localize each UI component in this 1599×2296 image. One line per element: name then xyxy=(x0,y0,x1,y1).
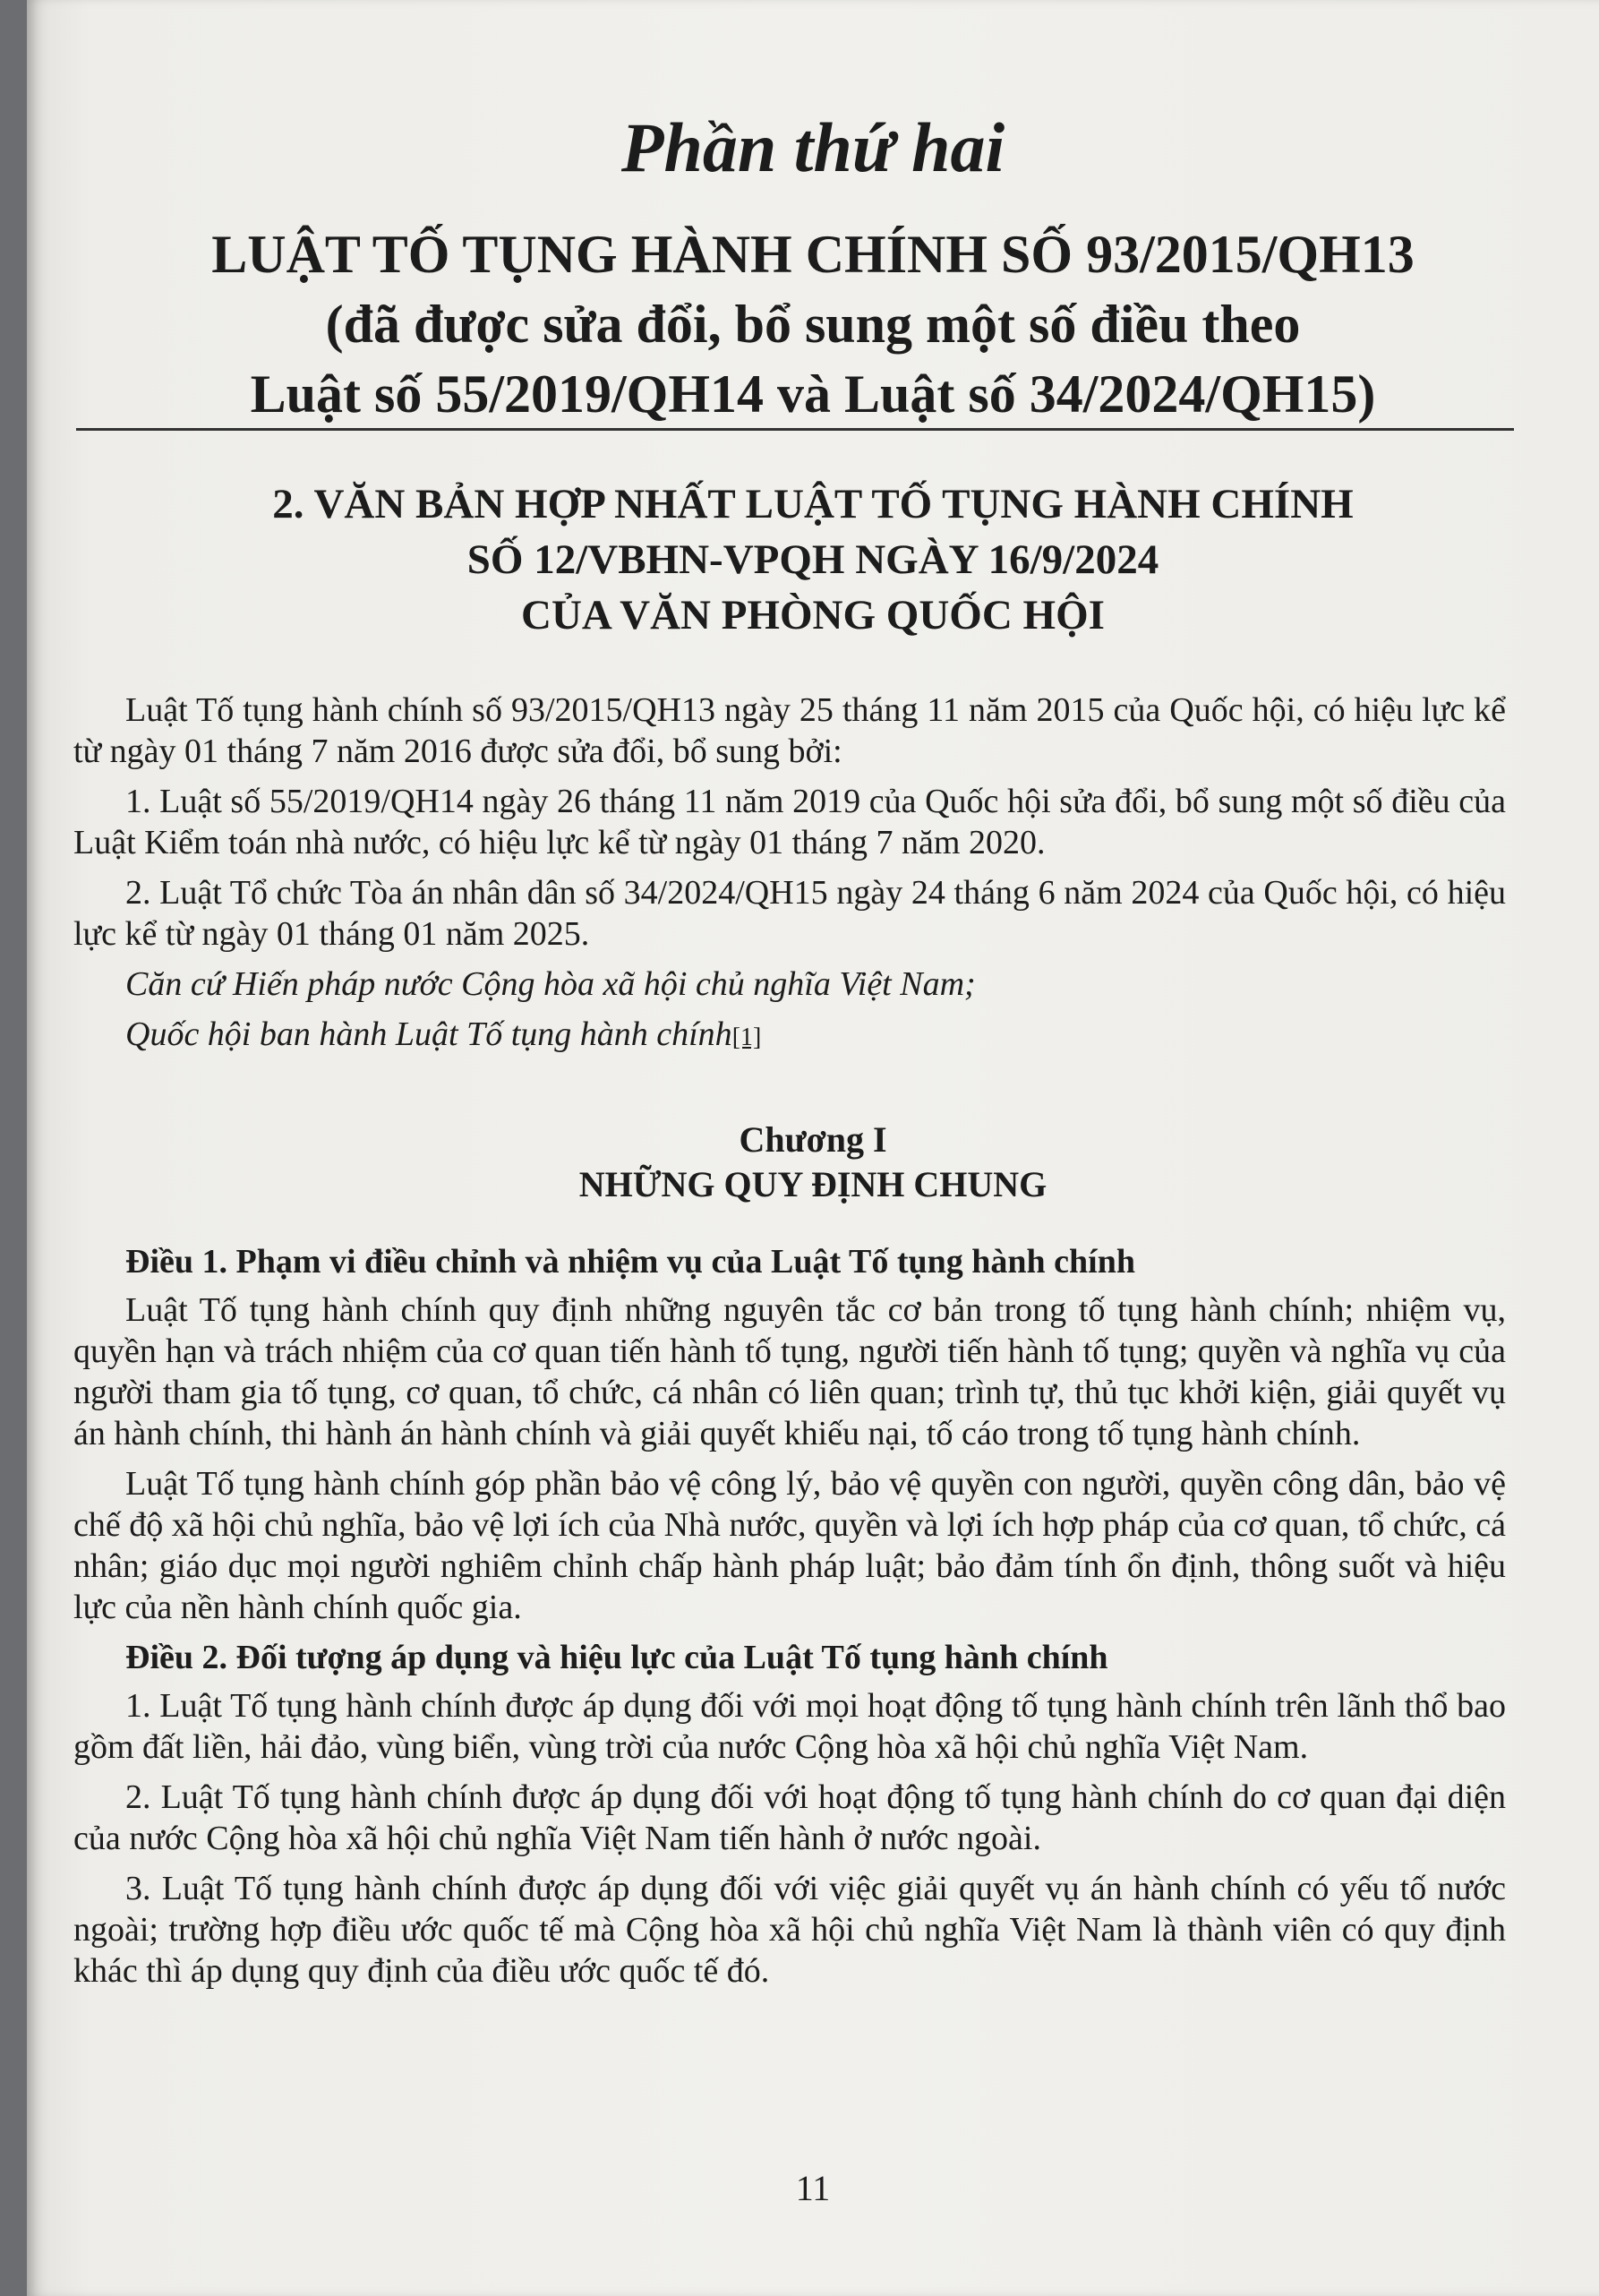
enactment-clause xyxy=(73,1014,1506,1058)
chapter-name: NHỮNG QUY ĐỊNH CHUNG xyxy=(578,1164,1047,1204)
law-title xyxy=(27,219,1599,429)
article-paragraph: 2. Luật Tố tụng hành chính được áp dụng đối với hoạt động tố tụng hành chính do cơ quan đại diện của nước Cộng hòa xã hội chủ nghĩa Việt Nam tiến hành ở nước ngoài. xyxy=(73,1778,1506,1857)
article-1-heading: Điều 1. Phạm vi điều chỉnh và nhiệm vụ của Luật Tố tụng hành chính xyxy=(125,1243,1135,1281)
enactment-text: Quốc hội ban hành Luật Tố tụng hành chính xyxy=(125,1015,732,1053)
intro-section xyxy=(73,690,1506,1067)
article-paragraph: 1. Luật Tố tụng hành chính được áp dụng đối với mọi hoạt động tố tụng hành chính trên lãnh thổ bao gồm đất liền, hải đảo, vùng biển, vùng trời của nước Cộng hòa xã hội chủ nghĩa Việt Nam. xyxy=(73,1687,1506,1766)
articles-section xyxy=(73,1236,1506,2000)
article-paragraph: 3. Luật Tố tụng hành chính được áp dụng đối với việc giải quyết vụ án hành chính có yếu tố nước ngoài; trường hợp điều ước quốc tế mà Cộng hòa xã hội chủ nghĩa Việt Nam là thành viên có quy định khác thì áp dụng quy định của điều ước quốc tế đó. xyxy=(73,1870,1506,1990)
doc-title-line: 2. VĂN BẢN HỢP NHẤT LUẬT TỐ TỤNG HÀNH CHÍNH xyxy=(272,481,1354,527)
chapter-number: Chương I xyxy=(739,1119,887,1160)
footnote-reference[interactable]: [1] xyxy=(731,1024,762,1051)
constitutional-basis: Căn cứ Hiến pháp nước Cộng hòa xã hội chủ nghĩa Việt Nam; xyxy=(125,965,976,1003)
law-title-line: Luật số 55/2019/QH14 và Luật số 34/2024/QH15) xyxy=(250,364,1376,424)
doc-title-line: SỐ 12/VBHN-VPQH NGÀY 16/9/2024 xyxy=(466,536,1159,583)
title-divider xyxy=(76,428,1514,431)
article-paragraph: Luật Tố tụng hành chính góp phần bảo vệ công lý, bảo vệ quyền con người, quyền công dân, bảo vệ chế độ xã hội chủ nghĩa, bảo vệ lợi ích của Nhà nước, quyền và lợi ích hợp pháp của cơ quan, tổ chức, cá nhân; giáo dục mọi người nghiêm chỉnh chấp hành pháp luật; bảo đảm tính ổn định, thông suốt và hiệu lực của nền hành chính quốc gia. xyxy=(73,1465,1506,1626)
intro-paragraph: Luật Tố tụng hành chính số 93/2015/QH13 ngày 25 tháng 11 năm 2015 của Quốc hội, có hiệu lực kể từ ngày 01 tháng 7 năm 2016 được sửa đổi, bổ sung bởi: xyxy=(73,691,1506,770)
law-title-line: (đã được sửa đổi, bổ sung một số điều theo xyxy=(325,295,1301,354)
doc-title-line: CỦA VĂN PHÒNG QUỐC HỘI xyxy=(521,592,1105,638)
article-paragraph: Luật Tố tụng hành chính quy định những nguyên tắc cơ bản trong tố tụng hành chính; nhiệm vụ, quyền hạn và trách nhiệm của cơ quan tiến hành tố tụng, người tiến hành tố tụng; quyền và nghĩa vụ của người tham gia tố tụng, cơ quan, tổ chức, cá nhân có liên quan; trình tự, thủ tục khởi kiện, giải quyết vụ án hành chính, thi hành án hành chính và giải quyết khiếu nại, tố cáo trong tố tụng hành chính. xyxy=(73,1291,1506,1452)
part-title: Phần thứ hai xyxy=(620,108,1005,186)
book-page xyxy=(27,0,1599,2296)
intro-paragraph: 1. Luật số 55/2019/QH14 ngày 26 tháng 11 năm 2019 của Quốc hội sửa đổi, bổ sung một số điều của Luật Kiểm toán nhà nước, có hiệu lực kể từ ngày 01 tháng 7 năm 2020. xyxy=(73,783,1506,861)
law-title-line: LUẬT TỐ TỤNG HÀNH CHÍNH SỐ 93/2015/QH13 xyxy=(211,225,1415,284)
page-number: 11 xyxy=(795,2168,831,2208)
article-2-heading: Điều 2. Đối tượng áp dụng và hiệu lực của Luật Tố tụng hành chính xyxy=(125,1639,1108,1676)
consolidated-document-title xyxy=(27,476,1599,643)
chapter-heading xyxy=(27,1118,1599,1207)
intro-paragraph: 2. Luật Tổ chức Tòa án nhân dân số 34/2024/QH15 ngày 24 tháng 6 năm 2024 của Quốc hội, có hiệu lực kể từ ngày 01 tháng 01 năm 2025. xyxy=(73,874,1506,953)
